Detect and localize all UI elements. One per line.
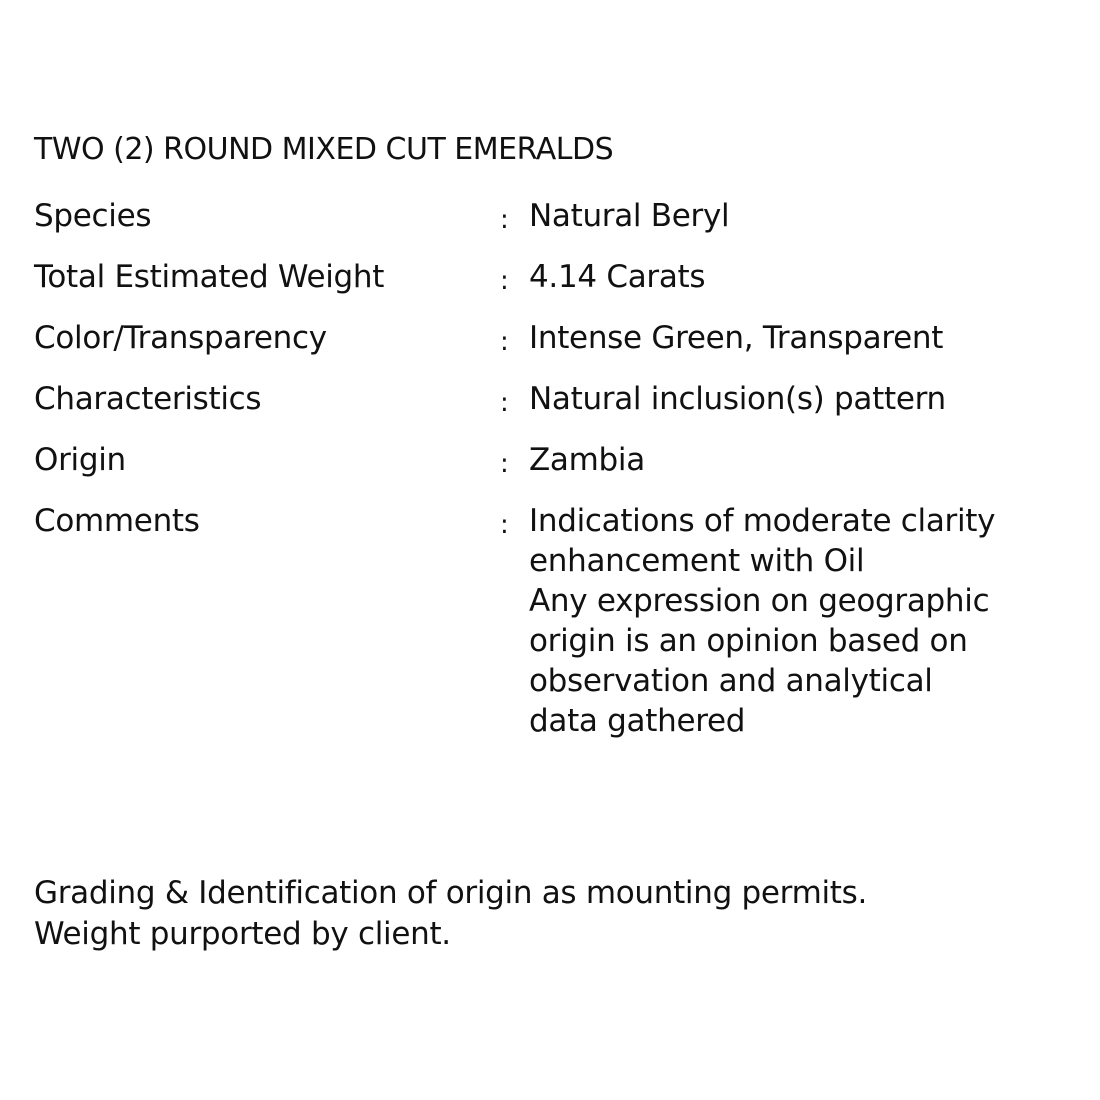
footnote-line: Weight purported by client. <box>34 916 451 952</box>
footnote-line: Grading & Identification of origin as mounting permits. <box>34 875 868 911</box>
field-label: Origin <box>34 442 126 478</box>
comments-text <box>529 501 1074 741</box>
field-separator: : <box>500 266 509 296</box>
footnote <box>34 873 867 955</box>
field-label: Characteristics <box>34 381 262 417</box>
field-label: Total Estimated Weight <box>34 259 385 295</box>
field-row-color <box>34 318 1074 379</box>
comment-line: origin is an opinion based on <box>529 623 968 659</box>
field-label: Color/Transparency <box>34 320 327 356</box>
field-value: Natural Beryl <box>529 198 730 234</box>
field-value: Natural inclusion(s) pattern <box>529 381 946 417</box>
field-label: Species <box>34 198 152 234</box>
field-value: Intense Green, Transparent <box>529 320 944 356</box>
field-row-species <box>34 196 1074 257</box>
field-row-weight <box>34 257 1074 318</box>
field-label: Comments <box>34 503 200 539</box>
field-value: Zambia <box>529 442 645 478</box>
comment-line: data gathered <box>529 703 746 739</box>
comment-line: observation and analytical <box>529 663 933 699</box>
comment-line: enhancement with Oil <box>529 543 865 579</box>
field-row-origin <box>34 440 1074 501</box>
field-value: 4.14 Carats <box>529 259 706 295</box>
field-separator: : <box>500 449 509 479</box>
field-separator: : <box>500 388 509 418</box>
field-separator: : <box>500 327 509 357</box>
report-title: TWO (2) ROUND MIXED CUT EMERALDS <box>34 132 614 167</box>
field-row-characteristics <box>34 379 1074 440</box>
report-fields <box>34 196 1074 741</box>
field-separator: : <box>500 510 509 540</box>
field-row-comments <box>34 501 1074 741</box>
field-separator: : <box>500 205 509 235</box>
comment-line: Indications of moderate clarity <box>529 503 996 539</box>
comment-line: Any expression on geographic <box>529 583 990 619</box>
